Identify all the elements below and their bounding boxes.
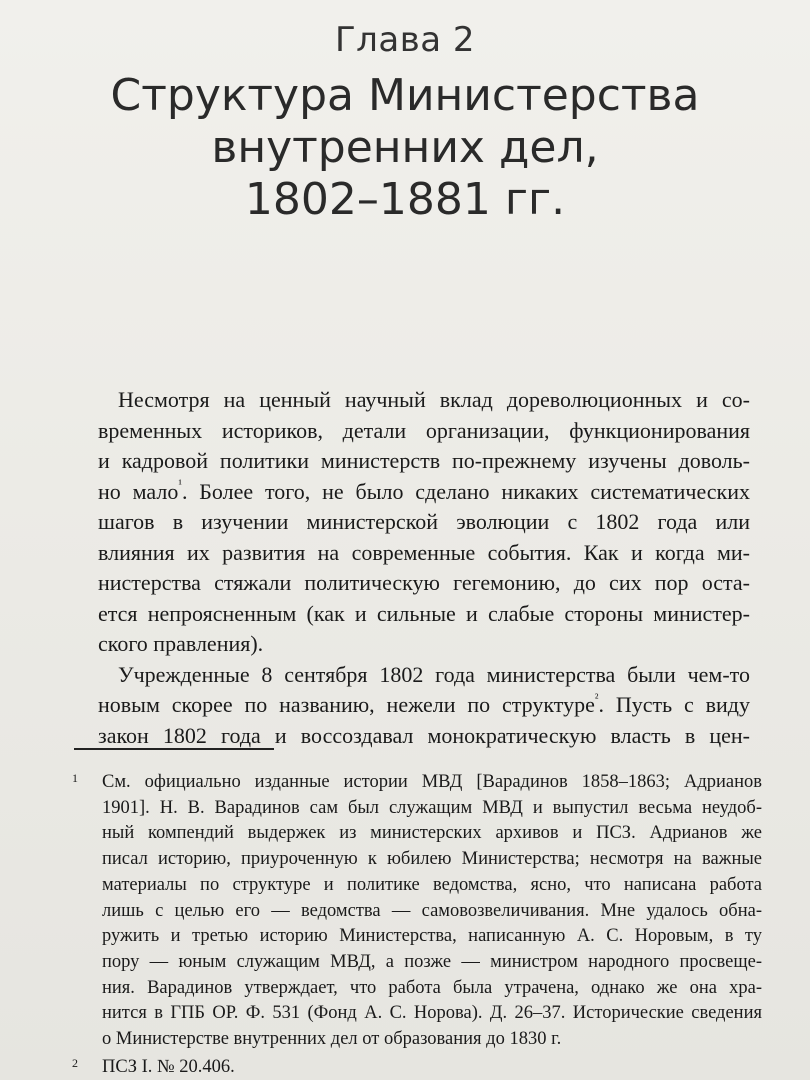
text-span: . Пусть с виду [598,692,750,717]
text-line: ется непроясненным (как и сильные и слабые стороны министер- [98,600,750,626]
text-line: Несмотря на ценный научный вклад дореволюционных и со- [118,387,750,412]
text-span: но мало [98,478,179,504]
text-line: влияния их развития на современные события. Как и когда ми- [98,539,750,565]
footnote-2 [72,1055,762,1080]
footnote-line: ный компендий выдержек из министерских архивов и ПСЗ. Адрианов же [102,823,762,844]
footnote-line: ния. Варадинов утверждает, что работа была утрачена, однако же она хра- [102,977,762,998]
footnote-line: ПСЗ I. № 20.406. [102,1056,235,1077]
footnote-line: 1901]. Н. В. Варадинов сам был служащим МВД и выпустил весьма неудоб- [102,797,762,818]
text-line: временных историков, детали организации, функционирования [98,417,750,443]
paragraph-1 [98,385,750,660]
body-text [98,385,750,751]
footnote-line: писал историю, приуроченную к юбилею Министерства; несмотря на важные [102,849,762,870]
footnote-number: 1 [72,771,78,785]
text-line: закон 1802 года и воссоздавал монократическую власть в цен- [98,722,750,748]
footnote-line: материалы по структуре и политике ведомства, ясно, что написана работа [102,874,762,895]
text-line: шагов в изучении министерской эволюции с 1802 года или [98,509,750,534]
chapter-title-line: внутренних дел, [211,122,599,173]
footnote-line: См. официально изданные истории МВД [Варадинов 1858–1863; Адрианов [102,772,762,792]
text-line: и кадровой политики министерств по-прежнему изучены доволь- [98,448,750,473]
footnote-1 [72,770,762,1053]
footnote-line: о Министерстве внутренних дел от образования до 1830 г. [102,1029,562,1050]
footnote-line: лишь с целью его — ведомства — самовозвеличивания. Мне удалось обна- [102,900,762,921]
chapter-title [0,70,810,226]
footnote-line: пору — юным служащим МВД, а позже — министром народного просвеще- [102,951,762,972]
footnote-line: нится в ГПБ ОР. Ф. 531 (Фонд А. С. Норова). Д. 26–37. Исторические сведения [102,1003,762,1024]
text-line: нистерства стяжали политическую гегемонию, до сих пор оста- [98,570,750,595]
text-span: новым скорее по названию, нежели по структуре [98,692,595,717]
paragraph-2 [98,660,750,752]
chapter-title-line: Структура Министерства [110,70,700,121]
text-line [98,690,750,721]
footnote-ref-1[interactable]: ¹ [178,477,182,492]
text-line [98,477,750,508]
footnote-line: ружить и третью историю Министерства, написанную А. С. Норовым, в ту [102,926,762,947]
footnote-divider [74,748,274,750]
footnote-number: 2 [72,1055,78,1070]
text-line: ского правления). [98,631,264,656]
chapter-label: Глава 2 [334,20,476,60]
footnotes [72,770,762,1080]
chapter-title-line: 1802–1881 гг. [244,174,566,225]
footnote-ref-2[interactable]: ² [594,690,599,705]
text-span: . Более того, не было сделано никаких систематических [181,478,750,504]
text-line: Учрежденные 8 сентября 1802 года министерства были чем-то [118,661,750,687]
